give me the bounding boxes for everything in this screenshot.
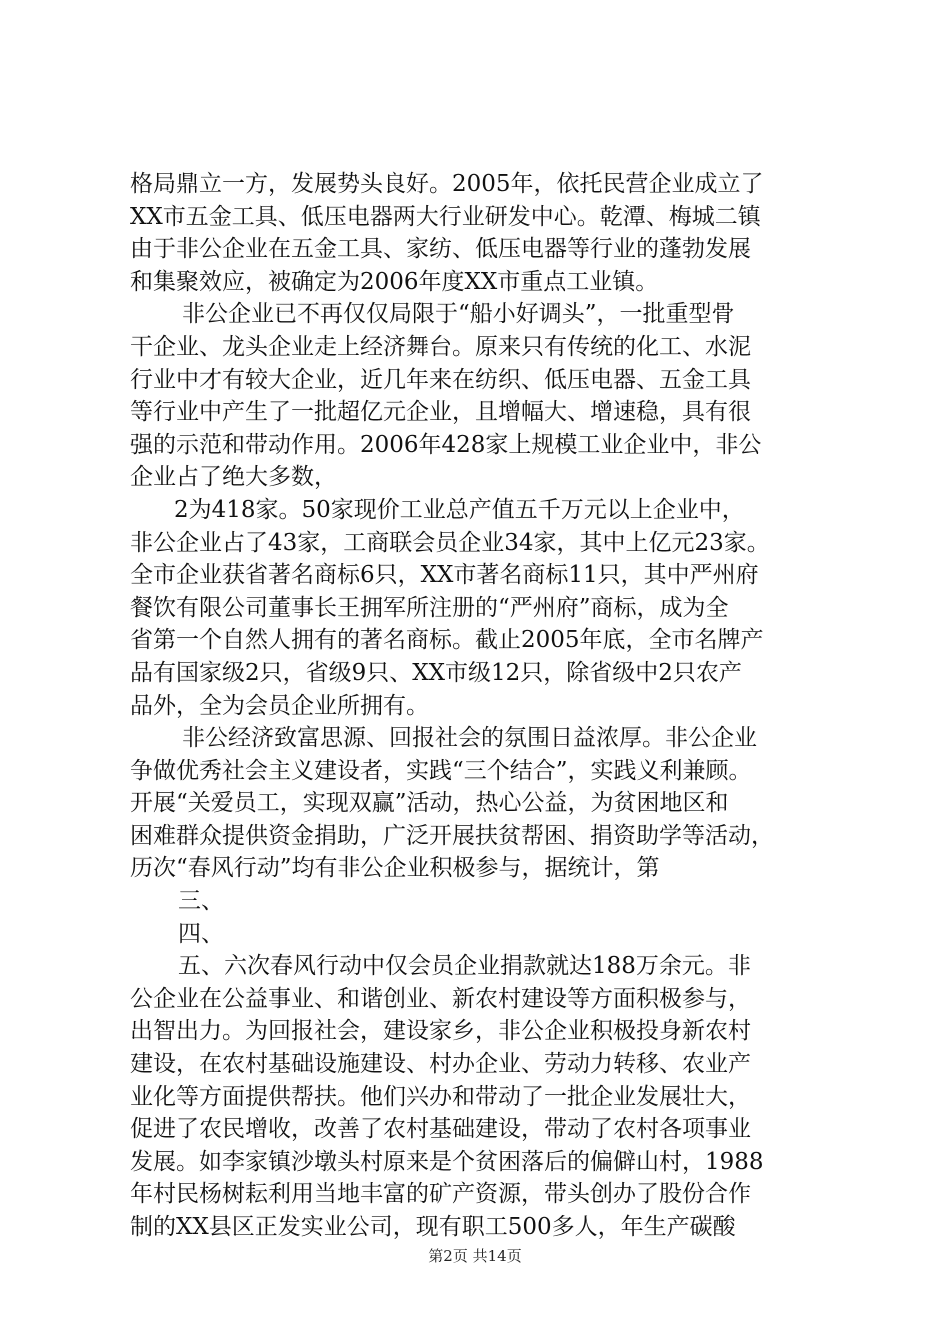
text-line: 由于非公企业在五金工具、家纺、低压电器等行业的蓬勃发展 [130, 236, 751, 263]
text-line: 开展“关爱员工，实现双赢”活动，热心公益，为贫困地区和 [130, 790, 729, 817]
text-line: XX市五金工具、低压电器两大行业研发中心。乾潭、梅城二镇 [130, 203, 761, 230]
text-line: 非公企业已不再仅仅局限于“船小好调头”，一批重型骨 [182, 301, 735, 328]
text-line: 企业占了绝大多数， [130, 464, 337, 491]
text-line: 公企业在公益事业、和谐创业、新农村建设等方面积极参与， [130, 985, 751, 1012]
text-line: 强的示范和带动作用。2006年428家上规模工业企业中，非公 [130, 431, 762, 458]
text-line: 省第一个自然人拥有的著名商标。截止2005年底，全市名牌产 [130, 627, 764, 654]
text-line: 制的XX县区正发实业公司，现有职工500多人，年生产碳酸 [130, 1214, 736, 1240]
text-line: 2为418家。50家现价工业总产值五千万元以上企业中， [174, 496, 745, 523]
text-line: 争做优秀社会主义建设者，实践“三个结合”，实践义利兼顾。 [130, 757, 752, 784]
text-line: 三、 [178, 888, 224, 915]
text-line: 餐饮有限公司董事长王拥军所注册的“严州府”商标，成为全 [130, 594, 729, 621]
text-line: 非公企业占了43家，工商联会员企业34家，其中上亿元23家。 [130, 529, 770, 556]
text-line: 建设，在农村基础设施建设、村办企业、劳动力转移、农业产 [130, 1051, 751, 1078]
text-line: 业化等方面提供帮扶。他们兴办和带动了一批企业发展壮大， [130, 1083, 751, 1110]
text-line: 困难群众提供资金捐助，广泛开展扶贫帮困、捐资助学等活动， [130, 822, 774, 849]
page-footer: 第2页 共14页 [428, 1247, 522, 1265]
text-line: 发展。如李家镇沙墩头村原来是个贫困落后的偏僻山村，1988 [130, 1148, 764, 1175]
text-line: 非公经济致富思源、回报社会的氛围日益浓厚。非公企业 [182, 725, 757, 752]
text-line: 年村民杨树耘利用当地丰富的矿产资源，带头创办了股份合作 [130, 1181, 751, 1208]
text-line: 促进了农民增收，改善了农村基础建设，带动了农村各项事业 [130, 1116, 751, 1143]
text-line: 全市企业获省著名商标6只，XX市著名商标11只，其中严州府 [130, 562, 759, 589]
text-line: 行业中才有较大企业，近几年来在纺织、低压电器、五金工具 [130, 366, 751, 393]
text-line: 和集聚效应，被确定为2006年度XX市重点工业镇。 [130, 268, 659, 295]
text-line: 干企业、龙头企业走上经济舞台。原来只有传统的化工、水泥 [130, 333, 751, 360]
text-line: 历次“春风行动”均有非公企业积极参与，据统计，第 [130, 855, 660, 882]
text-line: 五、六次春风行动中仅会员企业捐款就达188万余元。非 [178, 953, 751, 980]
text-line: 格局鼎立一方，发展势头良好。2005年，依托民营企业成立了 [130, 171, 764, 197]
body-text [130, 168, 830, 1244]
text-line: 出智出力。为回报社会，建设家乡，非公企业积极投身新农村 [130, 1018, 751, 1045]
text-line: 等行业中产生了一批超亿元企业，且增幅大、增速稳，具有很 [130, 399, 751, 426]
text-line: 四、 [178, 920, 224, 947]
text-line: 品外，全为会员企业所拥有。 [130, 692, 429, 719]
text-line: 品有国家级2只，省级9只、XX市级12只，除省级中2只农产 [130, 659, 742, 686]
